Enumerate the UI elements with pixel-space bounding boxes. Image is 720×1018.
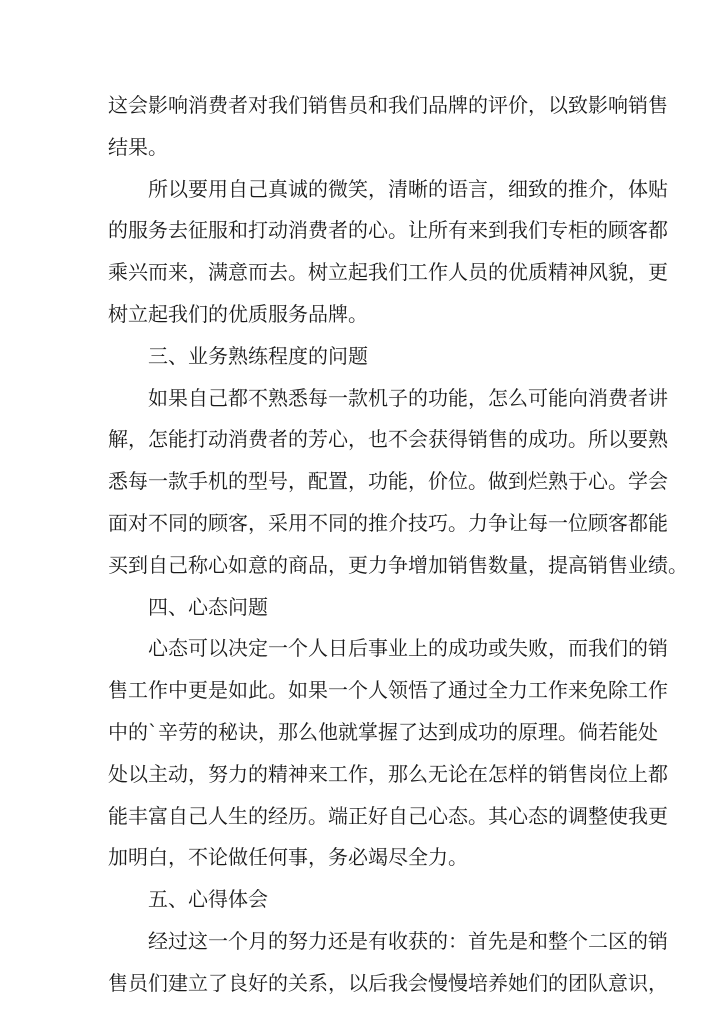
paragraph-line: 结果。 [108, 134, 168, 159]
paragraph-line: 面对不同的顾客，采用不同的推介技巧。力争让每一位顾客都能 [108, 510, 668, 535]
paragraph-line: 心态可以决定一个人日后事业上的成功或失败，而我们的销 [148, 636, 668, 661]
paragraph-line: 解，怎能打动消费者的芳心，也不会获得销售的成功。所以要熟 [108, 427, 668, 452]
paragraph-line: 售工作中更是如此。如果一个人领悟了通过全力工作来免除工作 [108, 678, 668, 703]
section-heading: 四、心态问题 [148, 594, 268, 619]
section-heading: 三、业务熟练程度的问题 [148, 343, 368, 368]
paragraph-line: 如果自己都不熟悉每一款机子的功能，怎么可能向消费者讲 [148, 385, 668, 410]
paragraph-line: 乘兴而来，满意而去。树立起我们工作人员的优质精神风貌，更 [108, 260, 668, 285]
paragraph-line: 所以要用自己真诚的微笑，清晰的语言，细致的推介，体贴 [148, 176, 668, 201]
paragraph-line: 的服务去征服和打动消费者的心。让所有来到我们专柜的顾客都 [108, 218, 668, 243]
paragraph-line: 树立起我们的优质服务品牌。 [108, 301, 368, 326]
document-body [108, 85, 688, 1005]
paragraph-line: 处以主动，努力的精神来工作，那么无论在怎样的销售岗位上都 [108, 761, 668, 786]
paragraph-line: 这会影响消费者对我们销售员和我们品牌的评价，以致影响销售 [108, 93, 668, 117]
paragraph-line: 经过这一个月的努力还是有收获的：首先是和整个二区的销 [148, 928, 668, 953]
paragraph-line: 中的`辛劳的秘诀，那么他就掌握了达到成功的原理。倘若能处 [108, 719, 658, 744]
paragraph-line: 买到自己称心如意的商品，更力争增加销售数量，提高销售业绩。 [108, 552, 688, 577]
paragraph-line: 能丰富自己人生的经历。端正好自己心态。其心态的调整使我更 [108, 803, 668, 828]
paragraph-line: 加明白，不论做任何事，务必竭尽全力。 [108, 845, 468, 870]
paragraph-line: 悉每一款手机的型号，配置，功能，价位。做到烂熟于心。学会 [108, 469, 668, 494]
section-heading: 五、心得体会 [148, 887, 268, 912]
paragraph-line: 售员们建立了良好的关系，以后我会慢慢培养她们的团队意识， [108, 970, 668, 995]
